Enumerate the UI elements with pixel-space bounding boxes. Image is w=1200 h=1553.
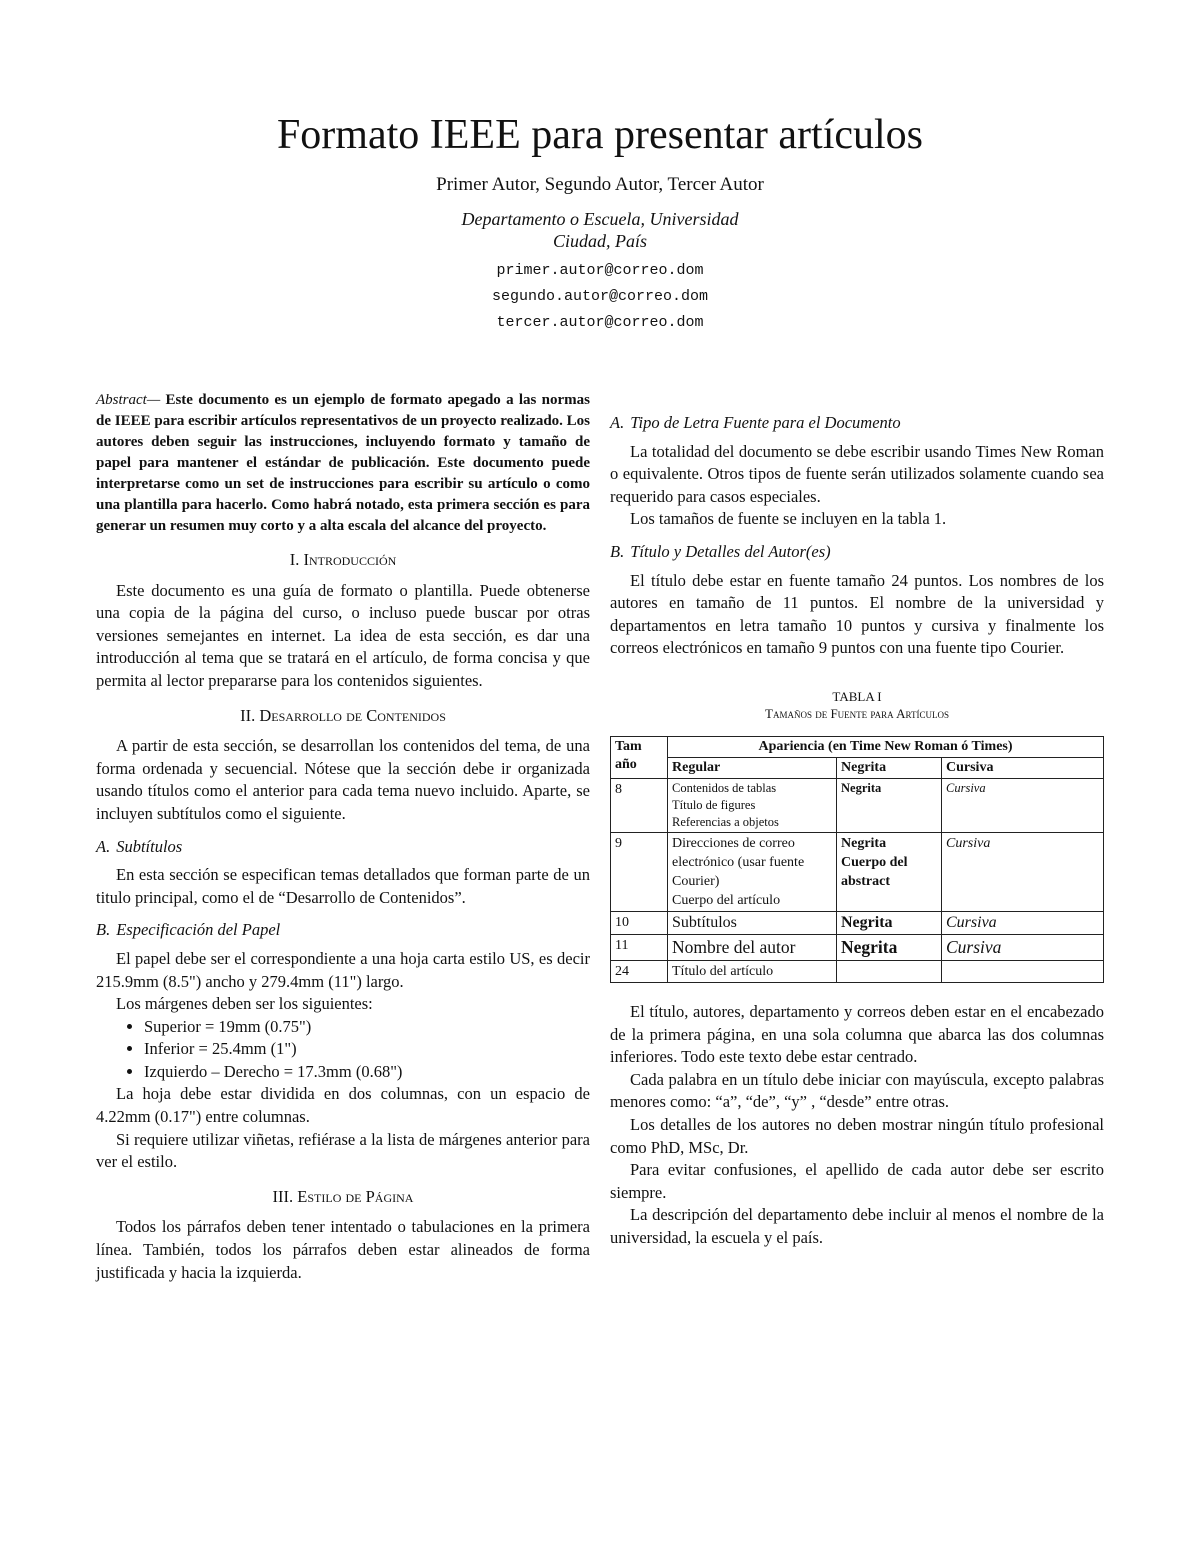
table-header-row [611,757,1104,778]
post-table-text [610,1001,1104,1250]
subsection-title: Especificación del Papel [116,920,281,940]
paragraph: El título, autores, departamento y correos deben estar en el encabezado de la primera página, en una sola columna que abarca las dos columnas inferiores. Todo este texto debe estar centrado. [610,1001,1104,1067]
paragraph: Este documento es una guía de formato o plantilla. Puede obtenerse una copia de la página del curso, o incluso puede buscar por otras versiones semejantes en internet. La idea de esta sección, es dar una introducción al tema que se tratará en el artículo, de forma concisa y que permita al lector prepararse para los contenidos siguientes. [96,580,590,690]
section-heading: I. Introducción [289,550,397,569]
section-heading: II. Desarrollo de Contenidos [240,705,446,725]
table-cell: 10 [611,911,668,934]
subsection-number: B. [96,920,111,940]
table-cell [942,960,1104,982]
subsection-number: B. [610,541,625,561]
table-header-row [611,736,1104,757]
table-row [611,832,1104,911]
left-column [96,390,590,1284]
abstract-label: Abstract— [96,392,161,408]
table-caption [610,688,1104,722]
column-header-italic: Cursiva [942,757,1104,778]
column-header-appearance: Apariencia (en Time New Roman ó Times) [668,736,1104,757]
table-row [611,778,1104,832]
paragraph: Los tamaños de fuente se incluyen en la tabla 1. [630,509,947,529]
table-cell: 8 [611,778,668,832]
email-address: segundo.autor@correo.dom [491,288,709,305]
author-names: Primer Autor, Segundo Autor, Tercer Autor [436,174,764,195]
subsection-title: Tipo de Letra Fuente para el Documento [630,413,901,432]
paragraph: En esta sección se especifican temas detallados que forman parte de un titulo principal, como el de “Desarrollo de Contenidos”. [96,865,590,907]
column-header-regular: Regular [668,757,837,778]
table-cell: Cursiva [942,832,1104,911]
paragraph: La descripción del departamento debe incluir al menos el nombre de la universidad, la escuela y el país. [610,1205,1104,1247]
section-heading: III. Estilo de Página [272,1186,414,1206]
table-cell: Cursiva [942,934,1104,960]
paragraph: El papel debe ser el correspondiente a una hoja carta estilo US, es decir 215.9mm (8.5") ancho y 279.4mm (11") largo. [96,948,590,991]
table-cell: 9 [611,832,668,911]
list-item: • Inferior = 25.4mm (1") [144,1038,590,1061]
table-cell: Título del artículo [668,960,837,982]
table-title: Tamaños de Fuente para Artículos [765,705,949,721]
list-item: • Izquierdo – Derecho = 17.3mm (0.68") [144,1061,590,1084]
page-title: Formato IEEE para presentar artículos [276,112,924,158]
subsection-title: Título y Detalles del Autor(es) [630,541,831,561]
subsection-heading [610,541,1104,564]
subsection-number: A. [96,836,111,856]
column-header-bold: Negrita [837,757,942,778]
table-row [611,934,1104,960]
paragraph: A partir de esta sección, se desarrollan los contenidos del tema, de una forma ordenada y secuencial. Nótese que la sección debe ir organizada usando títulos como el anterior para cada tema nuevo incluido. Aparte, se incluyen subtítulos como el siguiente. [96,736,590,823]
paragraph: Todos los párrafos deben tener intentado o tabulaciones en la primera línea. También, todos los párrafos deben estar alineados de forma justificada y hacia la izquierda. [96,1217,590,1282]
table-row [611,911,1104,934]
list-item: • Superior = 19mm (0.75") [144,1016,590,1039]
table-cell: Cursiva [942,911,1104,934]
abstract-text: Este documento es un ejemplo de formato apegado a las normas de IEEE para escribir artículos representativos de un proyecto realizado. Los autores deben seguir las instrucciones, incluyendo formato y tamaño de papel para mantener el estándar de publicación. Este documento puede interpretarse como un set de instrucciones para escribir su artículo o como una plantilla para hacerlo. Como habrá notado, esta primera sección es para generar un resumen muy corto y a alta escala del alcance del proyecto. [96,392,591,534]
table-cell: Cursiva [942,778,1104,832]
abstract [96,390,590,537]
paragraph: Los detalles de los autores no deben mostrar ningún título profesional como PhD, MSc, Dr. [610,1114,1104,1157]
table-cell: Negrita [837,934,942,960]
paragraph: La totalidad del documento se debe escribir usando Times New Roman o equivalente. Otros tipos de fuente serán utilizados solamente cuando sea requerido para casos especiales. [610,441,1104,506]
paragraph: La hoja debe estar dividida en dos columnas, con un espacio de 4.22mm (0.17") entre columnas. [96,1084,590,1127]
paragraph: Para evitar confusiones, el apellido de cada autor debe ser escrito siempre. [610,1160,1104,1202]
author-emails [0,258,1200,336]
subsection-heading [96,919,590,942]
affiliation-line: Departamento o Escuela, Universidad [461,209,739,229]
affiliation [0,208,1200,252]
paragraph: El título debe estar en fuente tamaño 24 puntos. Los nombres de los autores en tamaño de 11 puntos. El nombre de la universidad y departamentos en letra tamaño 10 puntos y cursiva y finalmente los correos electrónicos en tamaño 9 puntos con una fuente tipo Courier. [610,570,1104,658]
table-cell: Direcciones de correo electrónico (usar fuente Courier) Cuerpo del artículo [668,832,837,911]
subsection-heading [610,412,1104,435]
table-cell [837,960,942,982]
email-address: tercer.autor@correo.dom [496,314,704,331]
paragraph: Cada palabra en un título debe iniciar con mayúscula, excepto palabras menores como: “a”, “de”, “y” , “desde” entre otras. [610,1069,1104,1112]
right-column [610,412,1104,1249]
column-header-size: Tam año [611,736,668,778]
table-cell: 24 [611,960,668,982]
table-cell: Contenidos de tablas Título de figures Referencias a objetos [668,778,837,832]
table-cell: Subtítulos [668,911,837,934]
table-cell: Nombre del autor [668,934,837,960]
font-size-table [610,736,1104,983]
margin-list [96,1016,590,1084]
table-row [611,960,1104,982]
table-cell: 11 [611,934,668,960]
table-cell: Negrita [837,911,942,934]
paragraph: Los márgenes deben ser los siguientes: [116,994,373,1014]
subsection-title: Subtítulos [116,836,183,856]
email-address: primer.autor@correo.dom [496,262,704,279]
subsection-heading [96,836,590,859]
table-cell: Negrita Cuerpo del abstract [837,832,942,911]
table-number: TABLA I [832,688,882,704]
affiliation-line: Ciudad, País [552,231,647,251]
table-cell: Negrita [837,778,942,832]
paragraph: Si requiere utilizar viñetas, refiérase a la lista de márgenes anterior para ver el estilo. [96,1129,590,1172]
subsection-number: A. [610,413,625,432]
